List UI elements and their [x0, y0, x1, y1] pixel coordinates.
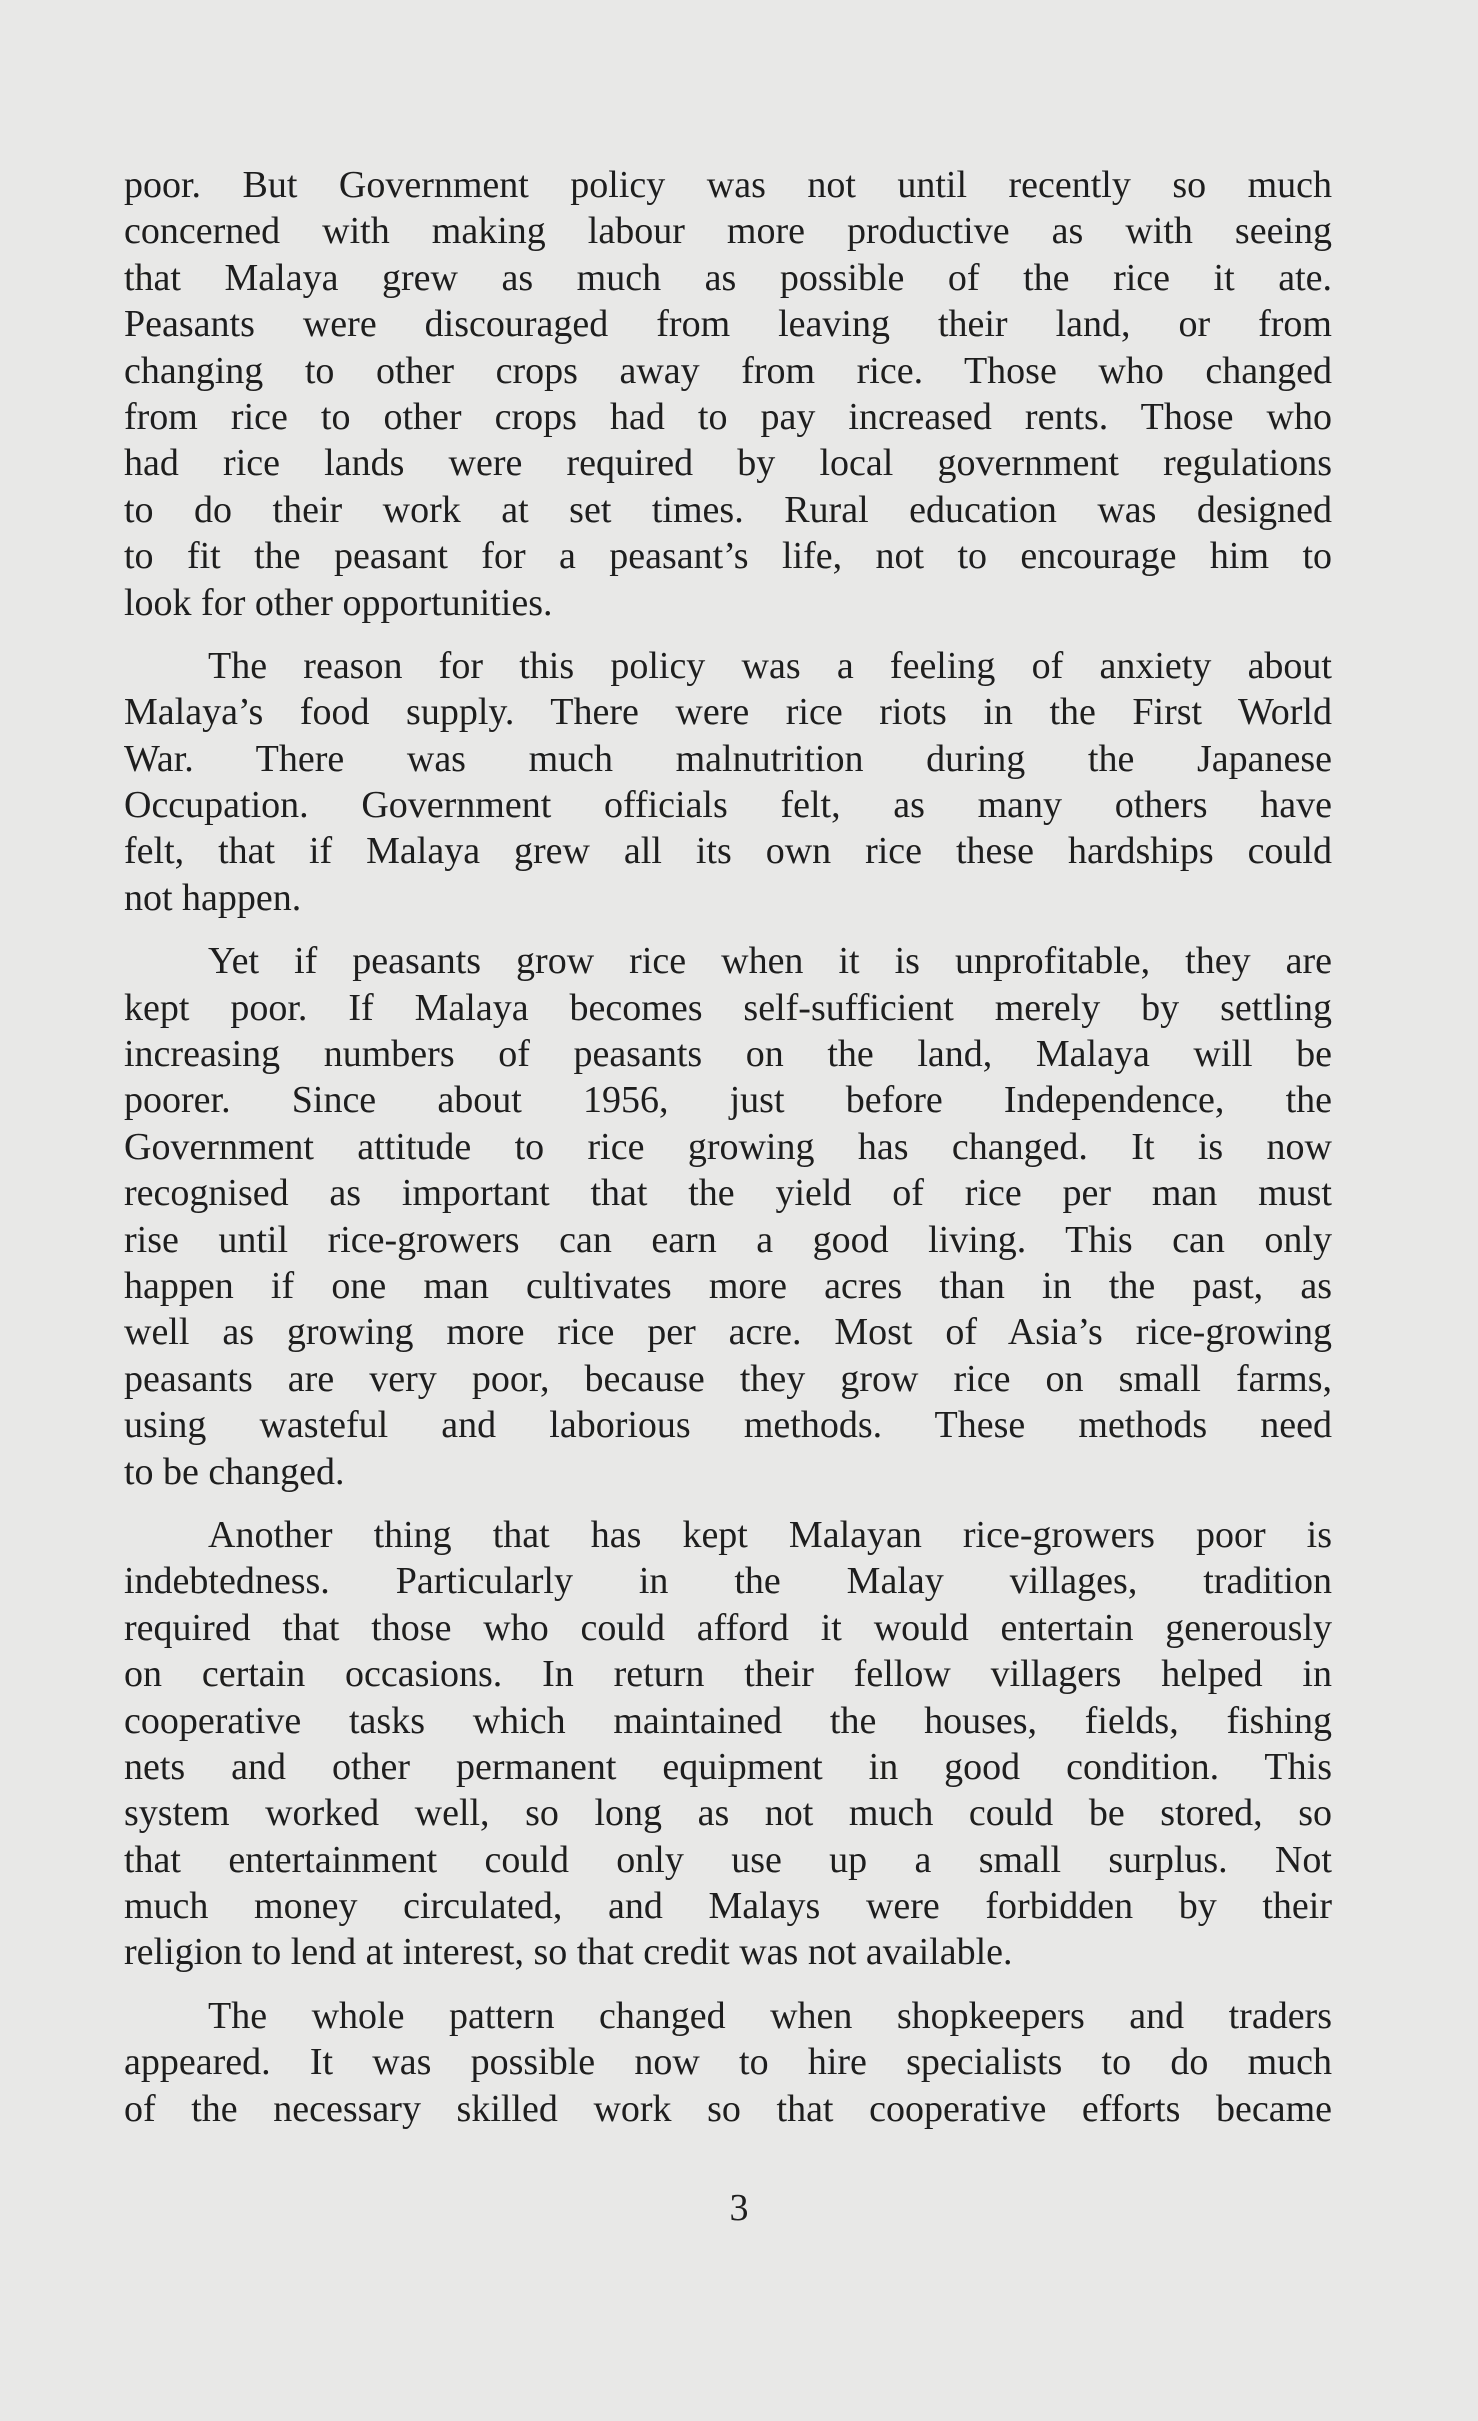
- text-line: happen if one man cultivates more acres than in the past, as: [124, 1264, 1332, 1307]
- paragraph: [124, 1512, 1332, 1976]
- text-line: increasing numbers of peasants on the land, Malaya will be: [124, 1033, 1332, 1076]
- paragraph: [124, 162, 1332, 626]
- text-line: indebtedness. Particularly in the Malay villages, tradition: [124, 1560, 1332, 1603]
- text-line: that Malaya grew as much as possible of the rice it ate.: [124, 256, 1332, 299]
- text-line: Another thing that has kept Malayan rice-growers poor is: [208, 1513, 1332, 1556]
- text-line: concerned with making labour more productive as with seeing: [124, 210, 1332, 253]
- text-line: felt, that if Malaya grew all its own rice these hardships could: [124, 830, 1332, 873]
- text-line: rise until rice-growers can earn a good living. This can only: [124, 1218, 1332, 1261]
- text-line: Yet if peasants grow rice when it is unprofitable, they are: [208, 940, 1332, 983]
- text-line: to fit the peasant for a peasant’s life, not to encourage him to: [124, 535, 1332, 578]
- text-line: to do their work at set times. Rural education was designed: [124, 488, 1332, 531]
- text-line: using wasteful and laborious methods. These methods need: [124, 1404, 1332, 1447]
- text-line: poor. But Government policy was not until recently so much: [124, 164, 1332, 206]
- text-line: peasants are very poor, because they grow rice on small farms,: [124, 1357, 1332, 1400]
- text-line: cooperative tasks which maintained the houses, fields, fishing: [124, 1699, 1332, 1742]
- text-line: Peasants were discouraged from leaving their land, or from: [124, 303, 1332, 346]
- text-line: The whole pattern changed when shopkeepers and traders: [208, 1994, 1332, 2037]
- text-line: recognised as important that the yield of rice per man must: [124, 1172, 1332, 1215]
- text-line: system worked well, so long as not much could be stored, so: [124, 1792, 1332, 1835]
- text-line: kept poor. If Malaya becomes self-sufficient merely by settling: [124, 986, 1332, 1029]
- text-line: to be changed.: [124, 1450, 345, 1493]
- body-text: [124, 162, 1332, 2149]
- text-line: Government attitude to rice growing has changed. It is now: [124, 1125, 1332, 1168]
- text-line: poorer. Since about 1956, just before Independence, the: [124, 1079, 1332, 1122]
- text-line: religion to lend at interest, so that credit was not available.: [124, 1931, 1013, 1974]
- text-line: much money circulated, and Malays were forbidden by their: [124, 1885, 1332, 1928]
- text-line: Occupation. Government officials felt, as many others have: [124, 784, 1332, 827]
- text-line: War. There was much malnutrition during the Japanese: [124, 737, 1332, 780]
- text-line: from rice to other crops had to pay increased rents. Those who: [124, 395, 1332, 438]
- paragraph: [124, 938, 1332, 1495]
- text-line: that entertainment could only use up a small surplus. Not: [124, 1838, 1332, 1881]
- paragraph: [124, 1993, 1332, 2132]
- text-line: on certain occasions. In return their fellow villagers helped in: [124, 1653, 1332, 1696]
- text-line: of the necessary skilled work so that cooperative efforts became: [124, 2087, 1332, 2130]
- text-line: had rice lands were required by local government regulations: [124, 442, 1332, 485]
- text-line: required that those who could afford it would entertain generously: [124, 1606, 1332, 1649]
- page-number: 3: [729, 2187, 749, 2229]
- text-line: nets and other permanent equipment in good condition. This: [124, 1745, 1332, 1788]
- text-line: changing to other crops away from rice. Those who changed: [124, 349, 1332, 392]
- text-line: look for other opportunities.: [124, 581, 553, 624]
- text-line: appeared. It was possible now to hire specialists to do much: [124, 2041, 1332, 2084]
- text-line: not happen.: [124, 876, 302, 919]
- paragraph: [124, 643, 1332, 921]
- text-line: The reason for this policy was a feeling of anxiety about: [208, 644, 1332, 687]
- text-line: well as growing more rice per acre. Most of Asia’s rice-growing: [124, 1311, 1332, 1354]
- text-line: Malaya’s food supply. There were rice riots in the First World: [124, 691, 1332, 734]
